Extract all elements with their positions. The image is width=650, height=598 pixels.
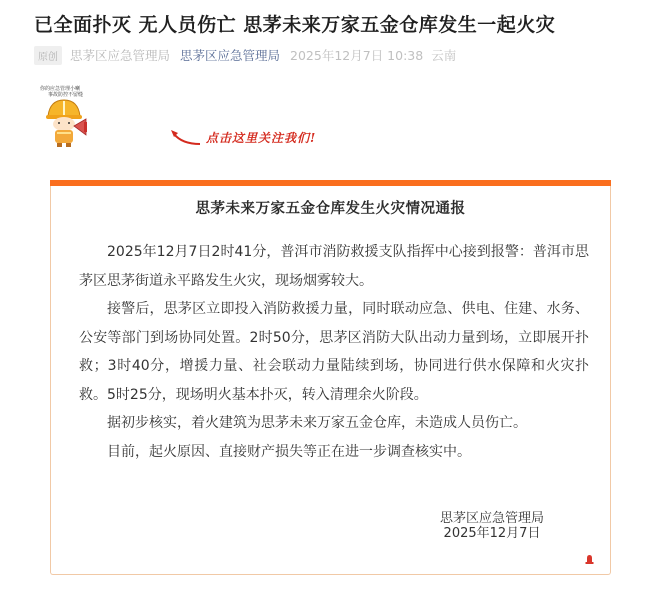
signature-date: 2025年12月7日: [443, 526, 541, 541]
notice-heading: 思茅未来万家五金仓库发生火灾情况通报: [195, 201, 466, 217]
author-name: 思茅区应急管理局: [70, 48, 171, 63]
notice-paragraph: 接警后，思茅区立即投入消防救援力量，同时联动应急、供电、住建、水务、公安等部门到场协同处置。2时50分，思茅区消防大队出动力量到场，立即展开扑救；3时40分，增援力量、社会联动力量陆续到场，协同进行供水保障和火灾扑救。5时25分，现场明火基本扑灭，转入清理余火阶段。: [79, 301, 589, 403]
incident-notice: [50, 180, 611, 575]
notice-paragraph: 2025年12月7日2时41分，普洱市消防救援支队指挥中心接到报警：普洱市思茅区思茅街道永平路发生火灾，现场烟雾较大。: [79, 244, 589, 289]
mascot-caption-line2: 事故防控不留缝: [48, 92, 84, 98]
siren-icon: [585, 554, 594, 564]
account-link[interactable]: 思茅区应急管理局: [180, 48, 281, 63]
article-title: 已全面扑灭 无人员伤亡 思茅未来万家五金仓库发生一起火灾: [34, 14, 556, 36]
article-meta: [34, 45, 456, 65]
notice-signature: [427, 511, 557, 541]
curved-arrow-icon: [168, 126, 202, 148]
notice-paragraph: 目前，起火原因、直接财产损失等正在进一步调查核实中。: [107, 443, 471, 460]
mascot-caption-line1: 你的应急管理小喇: [40, 86, 81, 92]
publish-location: 云南: [431, 48, 457, 63]
notice-accent-bar: [50, 180, 611, 186]
mascot-caption: [40, 86, 83, 98]
publish-time: 2025年12月7日 10:38: [290, 48, 424, 63]
construction-worker-mascot-icon: [40, 86, 104, 148]
notice-paragraph: 据初步核实，着火建筑为思茅未来万家五金仓库，未造成人员伤亡。: [107, 415, 527, 431]
follow-prompt[interactable]: [168, 126, 316, 148]
follow-text[interactable]: 点击这里关注我们!: [206, 130, 317, 145]
signature-org: 思茅区应急管理局: [439, 511, 544, 526]
original-badge: 原创: [34, 46, 62, 65]
notice-body: [79, 238, 589, 466]
